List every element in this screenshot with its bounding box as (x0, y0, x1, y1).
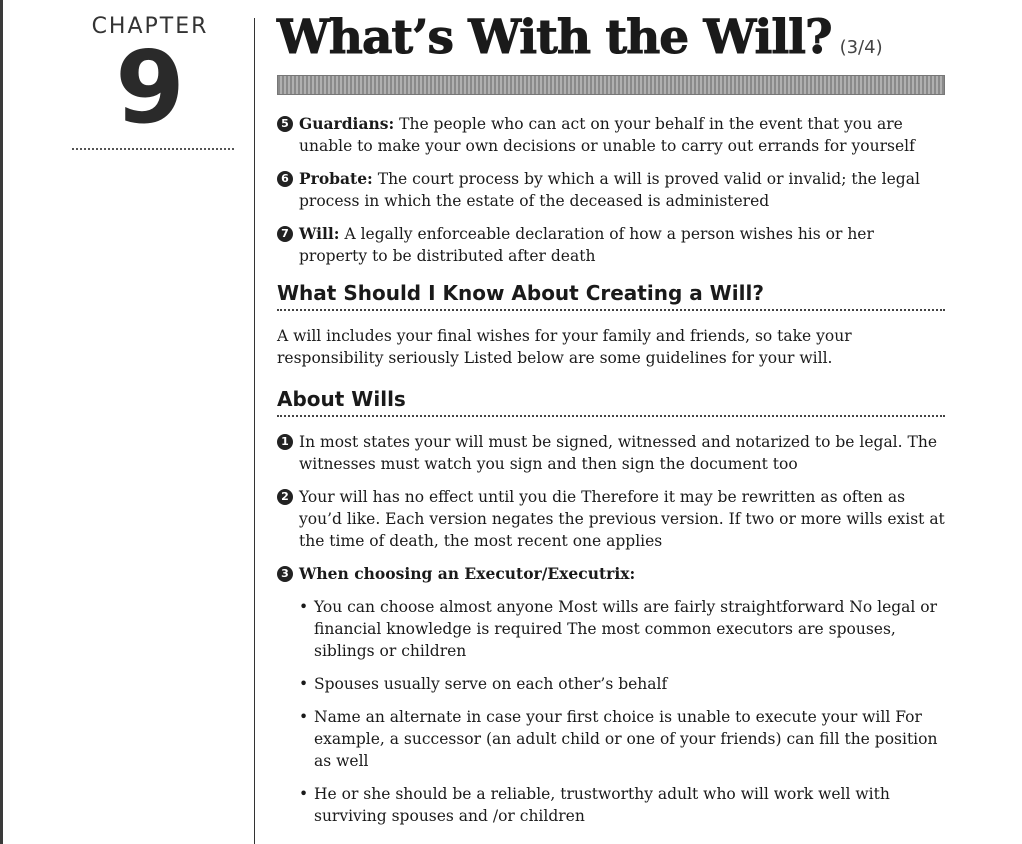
number-badge: 1 (277, 434, 293, 450)
guideline-text: In most states your will must be signed, witnessed and notarized to be legal. The witnesses must watch you sign and then sign the document too (299, 433, 937, 473)
column-rule (254, 18, 255, 844)
page-title: What’s With the Will? (277, 10, 832, 65)
chapter-marker (60, 14, 240, 146)
definition-term: Will: (299, 224, 340, 243)
executor-bullets (277, 596, 945, 827)
section-heading: About Wills (277, 387, 945, 417)
definition-term: Guardians: (299, 114, 395, 133)
bullet-item: • Spouses usually serve on each other’s behalf (299, 675, 668, 693)
chapter-divider (72, 148, 234, 150)
bullet-item: • Name an alternate in case your first choice is unable to execute your will For example, a successor (an adult child or one of your friends) can fill the position as well (299, 708, 938, 770)
number-badge: 5 (277, 116, 293, 132)
number-badge: 6 (277, 171, 293, 187)
definition-text: A legally enforceable declaration of how a person wishes his or her property to be distributed after death (299, 225, 874, 265)
main-content (277, 10, 945, 827)
number-badge: 3 (277, 566, 293, 582)
guideline-term: When choosing an Executor/Executrix: (299, 564, 636, 583)
definition-text: The court process by which a will is proved valid or invalid; the legal process in which the estate of the deceased is administered (299, 170, 920, 210)
definition-item (277, 223, 945, 267)
section-paragraph: A will includes your final wishes for your family and friends, so take your responsibility seriously Listed below are some guidelines for your will. (277, 327, 852, 367)
definition-item (277, 113, 945, 157)
guideline-item (277, 563, 945, 585)
chapter-label: CHAPTER (91, 14, 209, 39)
bullet-text: He or she should be a reliable, trustworthy adult who will work well with surviving spouses and /or children (314, 785, 890, 825)
number-badge: 2 (277, 489, 293, 505)
section-heading: What Should I Know About Creating a Will? (277, 281, 945, 311)
number-badge: 7 (277, 226, 293, 242)
guidelines-list (277, 431, 945, 585)
title-row (277, 10, 945, 65)
title-bar (277, 75, 945, 95)
guideline-item (277, 486, 945, 552)
definitions-list (277, 113, 945, 267)
bullet-text: Name an alternate in case your first choice is unable to execute your will For example, a successor (an adult child or one of your friends) can fill the position as well (314, 708, 938, 770)
bullet-text: Spouses usually serve on each other’s behalf (314, 675, 668, 693)
definition-term: Probate: (299, 169, 373, 188)
page-edge (0, 0, 3, 844)
guideline-text: Your will has no effect until you die Therefore it may be rewritten as often as you’d like. Each version negates the previous version. If two or more wills exist at the time of death, the most recent one applies (299, 488, 945, 550)
guideline-item (277, 431, 945, 475)
chapter-number: 9 (115, 29, 185, 146)
bullet-item: • He or she should be a reliable, trustworthy adult who will work well with surviving spouses and /or children (299, 785, 890, 825)
definition-item (277, 168, 945, 212)
bullet-text: You can choose almost anyone Most wills are fairly straightforward No legal or financial knowledge is required The most common executors are spouses, siblings or children (314, 598, 938, 660)
bullet-item: • You can choose almost anyone Most wills are fairly straightforward No legal or financial knowledge is required The most common executors are spouses, siblings or children (299, 598, 938, 660)
page-indicator: (3/4) (839, 37, 883, 58)
definition-text: The people who can act on your behalf in the event that you are unable to make your own decisions or unable to carry out errands for yourself (299, 115, 915, 155)
